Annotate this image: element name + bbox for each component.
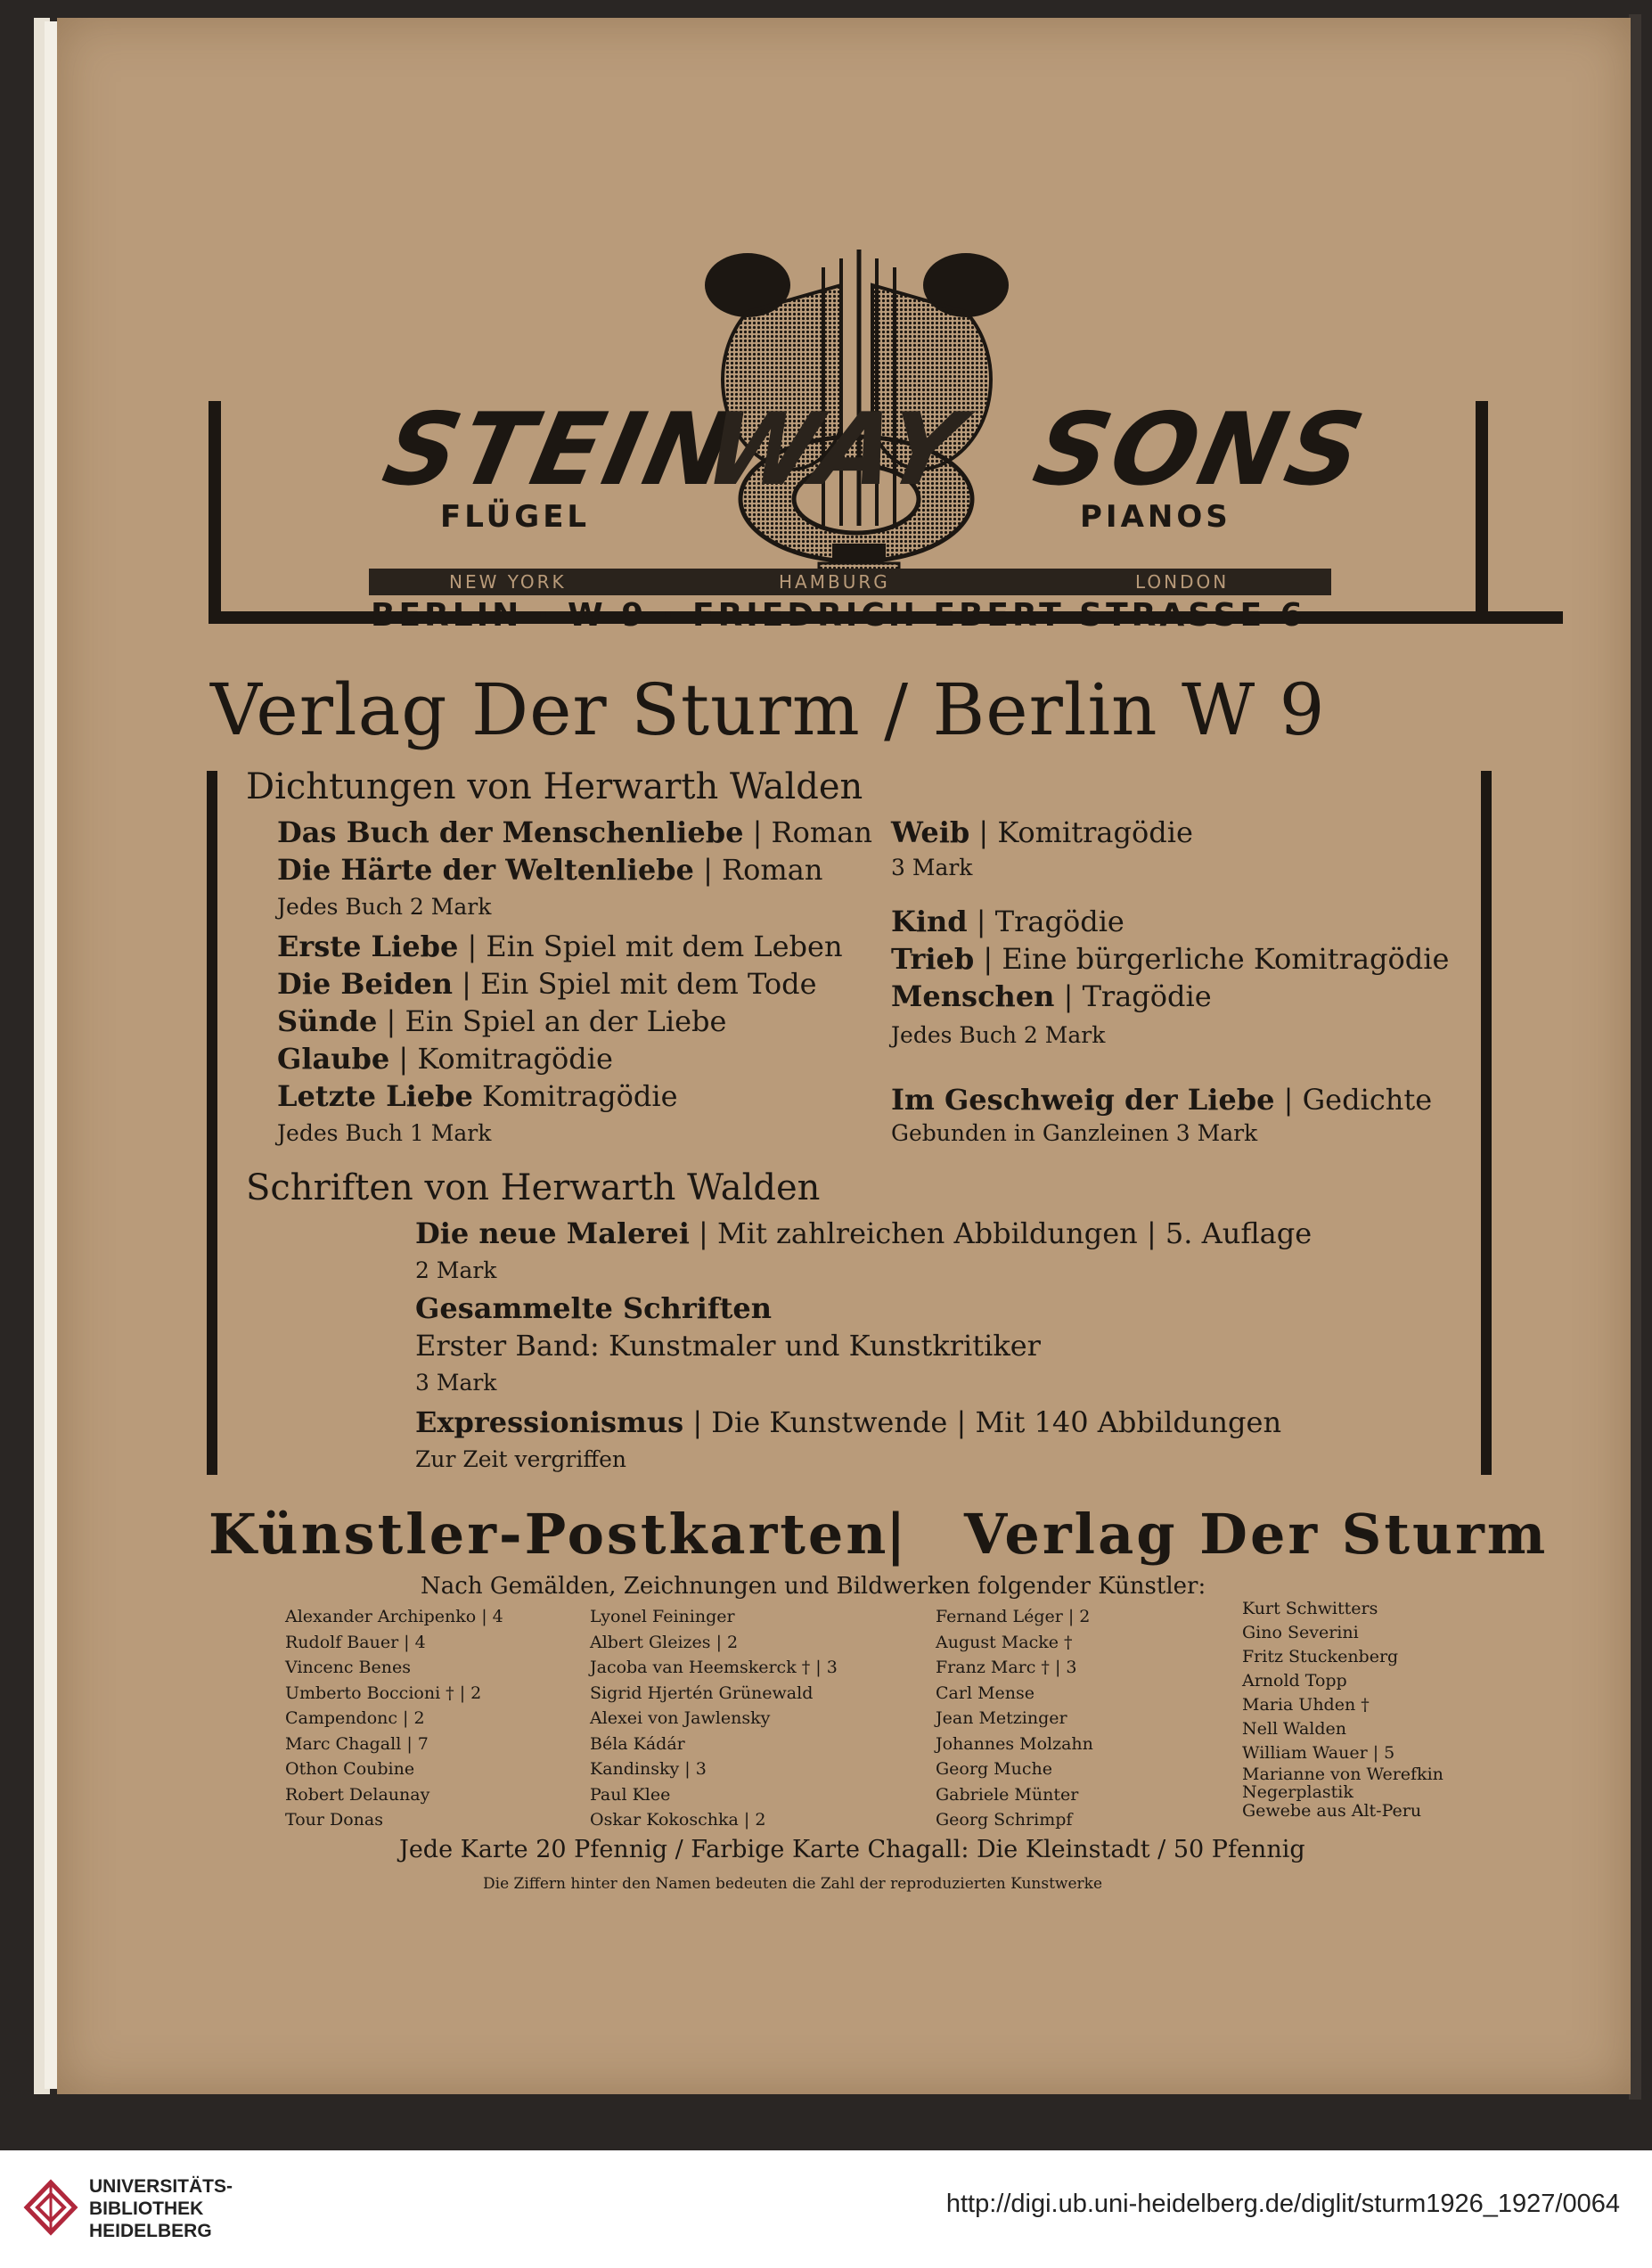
artist-name: Umberto Boccioni † | 2 (285, 1683, 482, 1703)
brand-steinway-mid: WAY (695, 392, 976, 508)
artist-name: Alexei von Jawlensky (590, 1708, 771, 1728)
list-item: Kind | Tragödie (891, 905, 1125, 938)
artist-name: Gino Severini (1242, 1623, 1359, 1642)
artist-column-4 (1242, 1597, 1443, 1821)
artist-name: Gabriele Münter (936, 1784, 1079, 1805)
artist-name: Paul Klee (590, 1784, 671, 1805)
artist-name: Marc Chagall | 7 (285, 1733, 429, 1754)
list-item: Die Härte der Weltenliebe | Roman (277, 853, 823, 887)
artist-name: Tour Donas (285, 1810, 383, 1830)
artist-column-1 (285, 1604, 503, 1833)
city-hamburg: HAMBURG (779, 571, 890, 593)
artist-name: Sigrid Hjertén Grünewald (590, 1683, 814, 1703)
artist-name: William Wauer | 5 (1242, 1743, 1395, 1763)
bracket-right (1481, 771, 1492, 1475)
artist-name: Arnold Topp (1242, 1671, 1347, 1691)
permalink-url[interactable]: http://digi.ub.uni-heidelberg.de/diglit/sturm1926_1927/0064 (945, 2190, 1620, 2218)
artist-name: Vincenc Benes (285, 1658, 411, 1677)
ad-bracket-left (209, 401, 221, 624)
artist-column-3 (936, 1604, 1093, 1833)
artist-column-2 (590, 1604, 838, 1833)
artist-name: Kandinsky | 3 (590, 1759, 707, 1779)
verlag-title: Verlag Der Sturm / Berlin W 9 (210, 668, 1326, 751)
list-item: Glaube | Komitragödie (277, 1042, 613, 1076)
price-text: 3 Mark (415, 1370, 497, 1396)
list-item: Erste Liebe | Ein Spiel mit dem Leben (277, 929, 843, 963)
artist-name: Jacoba van Heemskerck † | 3 (590, 1658, 838, 1677)
artist-name: Gewebe aus Alt-Peru (1242, 1801, 1422, 1821)
artist-name: Othon Coubine (285, 1759, 415, 1779)
artist-name: Fernand Léger | 2 (936, 1607, 1091, 1626)
bracket-left (207, 771, 217, 1475)
artist-name: August Macke † (936, 1632, 1073, 1652)
list-item: Letzte Liebe Komitragödie (277, 1079, 678, 1113)
postkarten-price-line: Jede Karte 20 Pfennig / Farbige Karte Chagall: Die Kleinstadt / 50 Pfennig (399, 1836, 1305, 1863)
artist-name: Negerplastik (1242, 1782, 1353, 1802)
library-footer (0, 2150, 1652, 2268)
artist-name: Jean Metzinger (936, 1708, 1067, 1728)
artist-name: Lyonel Feininger (590, 1607, 735, 1626)
artist-name: Rudolf Bauer | 4 (285, 1632, 426, 1652)
library-name: UNIVERSITÄTS- BIBLIOTHEK HEIDELBERG (89, 2176, 233, 2241)
label-fluegel: FLÜGEL (440, 499, 591, 535)
list-item: Die Beiden | Ein Spiel mit dem Tode (277, 967, 817, 1001)
artist-name: Carl Mense (936, 1683, 1035, 1703)
artist-name: Marianne von Werefkin (1242, 1764, 1443, 1784)
postkarten-title-left: Künstler-Postkarten (209, 1502, 889, 1567)
list-item: Menschen | Tragödie (891, 979, 1212, 1013)
label-pianos: PIANOS (1080, 499, 1231, 535)
cities-strip (369, 569, 1331, 595)
price-text: 3 Mark (891, 855, 973, 880)
price-text: Gebunden in Ganzleinen 3 Mark (891, 1120, 1258, 1146)
artist-name: Johannes Molzahn (936, 1733, 1093, 1754)
list-item: Erster Band: Kunstmaler und Kunstkritiker (415, 1329, 1041, 1363)
list-item: Trieb | Eine bürgerliche Komitragödie (891, 942, 1450, 976)
postkarten-note: Die Ziffern hinter den Namen bedeuten die Zahl der reproduzierten Kunstwerke (483, 1875, 1103, 1893)
postkarten-divider: | (886, 1502, 909, 1567)
list-item: Die neue Malerei | Mit zahlreichen Abbildungen | 5. Auflage (415, 1216, 1313, 1250)
list-item: Expressionismus | Die Kunstwende | Mit 140 Abbildungen (415, 1405, 1282, 1439)
library-logo-icon (20, 2172, 82, 2243)
price-text: Jedes Buch 2 Mark (891, 1022, 1106, 1048)
artist-name: Nell Walden (1242, 1719, 1346, 1739)
brand-sons: SONS (1025, 392, 1377, 508)
list-item: Sünde | Ein Spiel an der Liebe (277, 1004, 727, 1038)
brand-steinway-left: STEIN (374, 392, 746, 508)
schriften-heading: Schriften von Herwarth Walden (246, 1167, 821, 1208)
list-item: Gesammelte Schriften (415, 1291, 772, 1325)
ad-bracket-right (1476, 401, 1488, 624)
dichtungen-heading: Dichtungen von Herwarth Walden (246, 766, 863, 807)
artist-name: Georg Schrimpf (936, 1810, 1073, 1830)
artist-name: Georg Muche (936, 1759, 1052, 1779)
price-text: Zur Zeit vergriffen (415, 1446, 626, 1472)
price-text: Jedes Buch 1 Mark (277, 1120, 492, 1146)
binding-edge (1629, 14, 1641, 2100)
list-item: Das Buch der Menschenliebe | Roman (277, 815, 872, 849)
price-text: Jedes Buch 2 Mark (277, 894, 492, 920)
price-text: 2 Mark (415, 1257, 497, 1283)
scanned-page (57, 18, 1631, 2094)
artist-name: Kurt Schwitters (1242, 1599, 1378, 1618)
artist-name: Franz Marc † | 3 (936, 1658, 1077, 1677)
artist-name: Béla Kádár (590, 1733, 685, 1754)
city-new-york: NEW YORK (449, 571, 567, 593)
artist-name: Oskar Kokoschka | 2 (590, 1810, 766, 1830)
artist-name: Alexander Archipenko | 4 (285, 1607, 503, 1626)
postkarten-subtitle: Nach Gemälden, Zeichnungen und Bildwerken folgender Künstler: (421, 1573, 1206, 1600)
postkarten-title-right: Verlag Der Sturm (964, 1502, 1549, 1567)
artist-name: Campendonc | 2 (285, 1708, 425, 1728)
artist-name: Maria Uhden † (1242, 1695, 1370, 1715)
artist-name: Robert Delaunay (285, 1784, 430, 1805)
artist-name: Albert Gleizes | 2 (590, 1632, 739, 1652)
steinway-address: BERLIN · W 9 · FRIEDRICH EBERT STRASSE 6 (371, 597, 1306, 634)
artist-name: Fritz Stuckenberg (1242, 1647, 1399, 1666)
list-item: Weib | Komitragödie (891, 815, 1193, 849)
city-london: LONDON (1135, 571, 1230, 593)
list-item: Im Geschweig der Liebe | Gedichte (891, 1083, 1433, 1117)
